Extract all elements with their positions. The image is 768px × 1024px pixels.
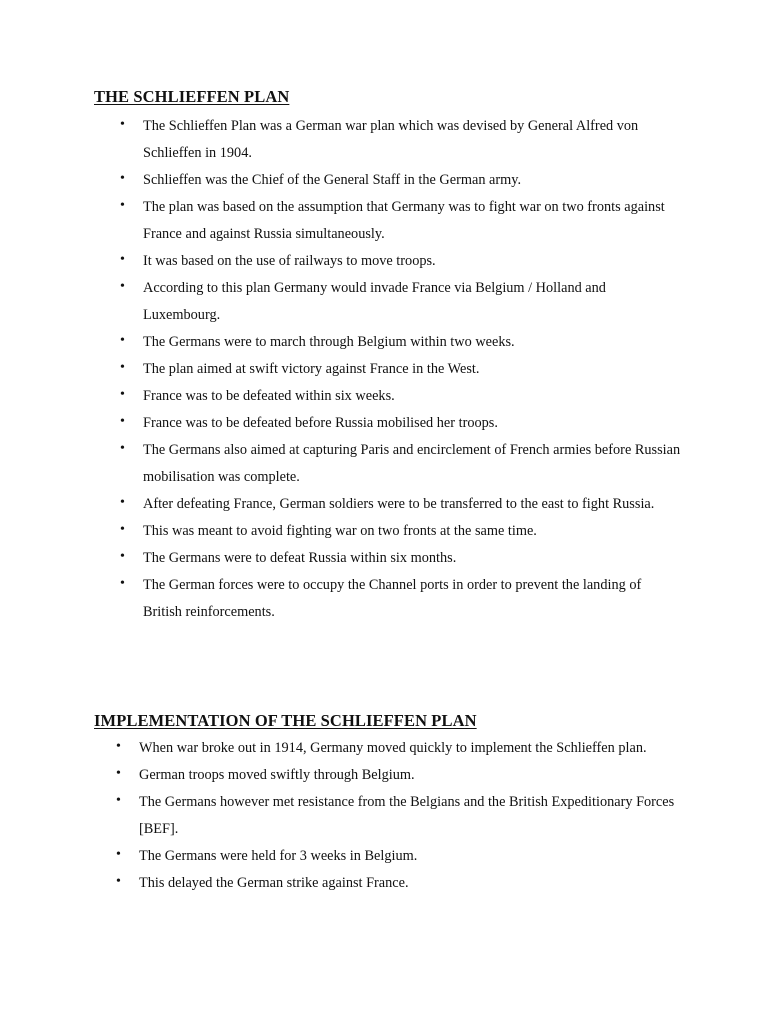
bullet-list (0, 113, 768, 626)
list-item-text: The plan aimed at swift victory against France in the West. (143, 361, 480, 377)
section-heading: IMPLEMENTATION OF THE SCHLIEFFEN PLAN (94, 711, 477, 730)
list-item (120, 329, 683, 356)
bullet-icon: • (116, 793, 121, 808)
bullet-icon: • (116, 847, 121, 862)
list-item (120, 572, 683, 626)
bullet-icon: • (120, 441, 125, 456)
list-item-text: The Germans also aimed at capturing Paris and encirclement of French armies before Russian mobilisation was complete. (143, 442, 681, 485)
list-item (116, 789, 679, 843)
list-item-text: The Schlieffen Plan was a German war plan which was devised by General Alfred von Schlieffen in 1904. (143, 118, 639, 161)
list-item-text: According to this plan Germany would invade France via Belgium / Holland and Luxembourg. (143, 280, 606, 323)
list-item-text: France was to be defeated within six weeks. (143, 388, 395, 404)
bullet-icon: • (116, 766, 121, 781)
list-item-text: The plan was based on the assumption that Germany was to fight war on two fronts against France and against Russia simultaneously. (143, 199, 665, 242)
list-item-text: After defeating France, German soldiers were to be transferred to the east to fight Russia. (143, 496, 655, 512)
bullet-icon: • (116, 874, 121, 889)
bullet-icon: • (120, 252, 125, 267)
list-item (120, 410, 683, 437)
bullet-icon: • (120, 360, 125, 375)
list-item (116, 735, 679, 762)
list-item (120, 248, 683, 275)
bullet-icon: • (120, 198, 125, 213)
section-heading: THE SCHLIEFFEN PLAN (94, 87, 290, 106)
list-item (116, 870, 679, 897)
list-item (120, 383, 683, 410)
list-item-text: France was to be defeated before Russia mobilised her troops. (143, 415, 498, 431)
list-item (116, 762, 679, 789)
list-item (120, 545, 683, 572)
bullet-icon: • (120, 171, 125, 186)
bullet-icon: • (120, 414, 125, 429)
list-item (120, 356, 683, 383)
list-item-text: The Germans however met resistance from the Belgians and the British Expeditionary Forces [BEF]. (139, 794, 675, 837)
list-item (120, 275, 683, 329)
list-item-text: The German forces were to occupy the Channel ports in order to prevent the landing of British reinforcements. (143, 577, 642, 620)
list-item-text: The Germans were held for 3 weeks in Belgium. (139, 848, 418, 864)
list-item-text: When war broke out in 1914, Germany moved quickly to implement the Schlieffen plan. (139, 740, 647, 756)
list-item (120, 437, 683, 491)
bullet-icon: • (120, 522, 125, 537)
list-item (116, 843, 679, 870)
list-item (120, 194, 683, 248)
list-item-text: Schlieffen was the Chief of the General Staff in the German army. (143, 172, 522, 188)
list-item-text: This delayed the German strike against France. (139, 875, 409, 891)
list-item-text: It was based on the use of railways to move troops. (143, 253, 436, 269)
bullet-icon: • (120, 576, 125, 591)
bullet-icon: • (120, 387, 125, 402)
list-item (120, 113, 683, 167)
bullet-icon: • (120, 495, 125, 510)
list-item (120, 491, 683, 518)
list-item-text: The Germans were to defeat Russia within six months. (143, 550, 457, 566)
list-item (120, 167, 683, 194)
list-item (120, 518, 683, 545)
bullet-list (0, 735, 768, 897)
section-schlieffen-plan (0, 86, 768, 626)
bullet-icon: • (120, 279, 125, 294)
bullet-icon: • (120, 333, 125, 348)
bullet-icon: • (120, 549, 125, 564)
list-item-text: The Germans were to march through Belgium within two weeks. (143, 334, 515, 350)
section-implementation (0, 710, 768, 897)
bullet-icon: • (116, 739, 121, 754)
list-item-text: This was meant to avoid fighting war on two fronts at the same time. (143, 523, 537, 539)
bullet-icon: • (120, 117, 125, 132)
list-item-text: German troops moved swiftly through Belgium. (139, 767, 415, 783)
